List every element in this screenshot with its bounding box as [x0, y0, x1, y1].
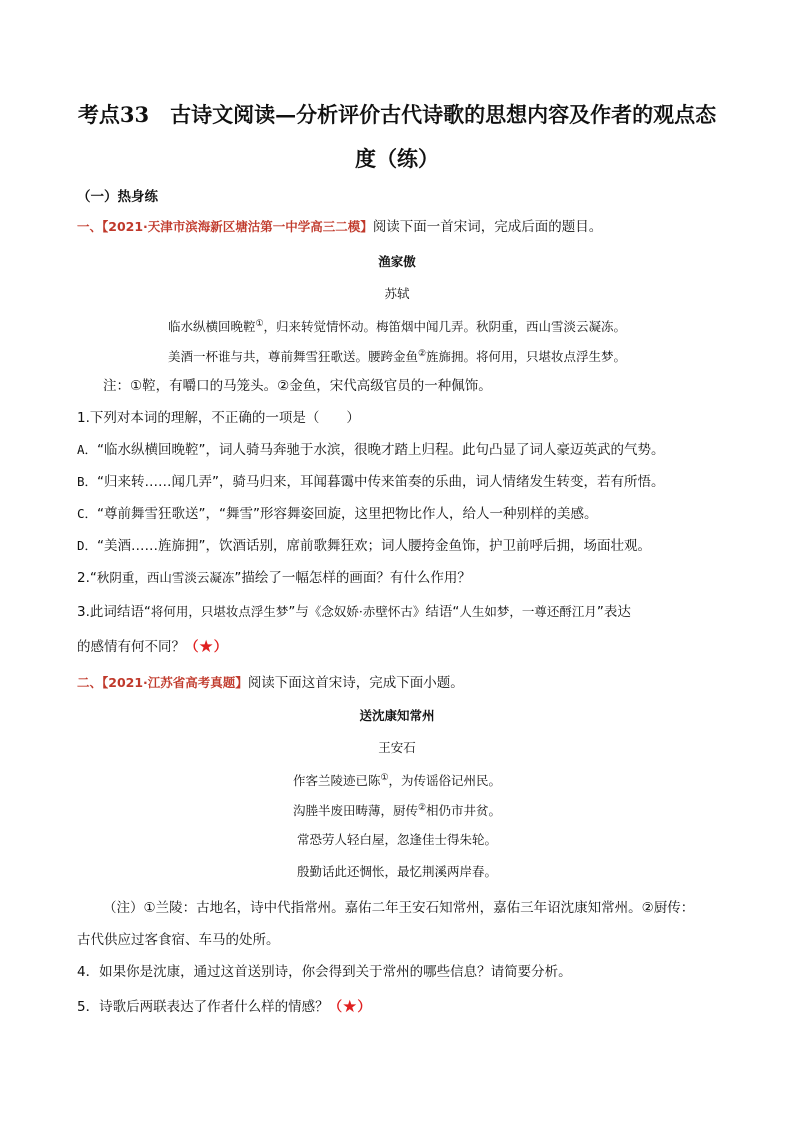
option-a-text: “临水纵横回晚鞚”，词人骑马奔驰于水滨，很晚才踏上归程。此句凸显了词人豪迈英武的气势。 — [97, 442, 665, 458]
q1-sub3-quote-3: 人生如梦，一尊还酹江月 — [459, 604, 597, 619]
q1-header — [77, 218, 727, 236]
q2-instruction: 阅读下面这首宋诗，完成下面小题。 — [247, 675, 464, 691]
q2-poem-line2 — [0, 799, 794, 820]
q1-sub3-quote-1: 将何用，只堪妆点浮生梦 — [150, 604, 289, 619]
q2-poem-title: 送沈康知常州 — [359, 708, 435, 723]
q1-poem-line1-text-b: ，归来转觉情怀动。梅笛烟中闻几弄。秋阴重，西山雪淡云凝冻。 — [263, 319, 627, 335]
q1-sub3-quote-2: 《念奴娇·赤壁怀古》 — [308, 604, 426, 619]
option-d-text: “美酒……旌旆拥”，饮酒话别，席前歌舞狂欢；词人腰挎金鱼饰，护卫前呼后拥，场面壮观。 — [97, 538, 652, 554]
option-a-label: A． — [77, 442, 98, 457]
option-b-text: “归来转……闻几弄”，骑马归来，耳闻暮霭中传来笛奏的乐曲，词人情绪发生转变，若有所悟。 — [97, 474, 665, 490]
q2-note-line2: 古代供应过客食宿、车马的处所。 — [77, 932, 280, 948]
q1-option-c — [77, 505, 727, 523]
section-heading: （一）热身练 — [77, 189, 158, 205]
q1-poem-line1 — [0, 315, 794, 336]
q1-poem-author: 苏轼 — [384, 286, 410, 301]
q2-poem-line1-text-b: ，为传谣俗记州民。 — [388, 773, 502, 789]
q2-header — [77, 674, 727, 692]
q1-sub3-text-a: 3.此词结语“ — [77, 604, 151, 620]
q2-footnote-mark-2: ② — [417, 803, 427, 813]
q1-footnote-mark-2: ② — [417, 349, 427, 359]
q1-sub2-text-b: ”描绘了一幅怎样的画面？有什么作用？ — [234, 570, 471, 586]
q2-note-line1: （注）①兰陵：古地名，诗中代指常州。嘉佑二年王安石知常州，嘉佑三年诏沈康知常州。②厨传： — [103, 900, 695, 916]
q1-instruction: 阅读下面一首宋词，完成后面的题目。 — [372, 219, 603, 235]
q1-option-b — [77, 473, 727, 491]
page-title-line1: 考点33 古诗文阅读—分析评价古代诗歌的思想内容及作者的观点态 — [77, 102, 717, 127]
q1-poem-line2 — [0, 345, 794, 366]
q1-sub3-text-c: 结语“ — [425, 604, 460, 620]
difficulty-star-icon: （★） — [185, 637, 228, 657]
page-title-line2: 度（练） — [355, 146, 439, 171]
q2-sub5-text: 5．诗歌后两联表达了作者什么样的情感？ — [77, 999, 329, 1015]
q1-sub1: 1.下列对本词的理解，不正确的一项是（ ） — [77, 410, 360, 426]
q1-footnote-mark-1: ① — [255, 319, 264, 329]
q1-poem-line2-text-b: 旌旆拥。将何用，只堪妆点浮生梦。 — [426, 349, 627, 365]
q2-source: 【2021·江苏省高考真题】 — [102, 675, 248, 690]
q1-sub2-quote: 秋阴重，西山雪淡云凝冻 — [96, 570, 235, 585]
q1-sub3-line2 — [77, 637, 727, 656]
q1-sub3-text-d: ”表达 — [596, 604, 631, 620]
option-c-label: C． — [77, 506, 98, 521]
q1-option-a — [77, 441, 727, 459]
q2-number: 二、 — [77, 675, 103, 690]
option-b-label: B． — [77, 474, 98, 489]
q2-poem-author: 王安石 — [378, 740, 416, 755]
q1-note: 注：①鞚，有嚼口的马笼头。②金鱼，宋代高级官员的一种佩饰。 — [103, 378, 492, 394]
q1-option-d — [77, 537, 727, 555]
option-c-text: “尊前舞雪狂歌送”，“舞雪”形容舞姿回旋，这里把物比作人，给人一种别样的美感。 — [97, 506, 598, 522]
q2-footnote-mark-1: ① — [380, 773, 389, 783]
q1-number: 一、 — [77, 219, 103, 234]
q2-poem-line1-text-a: 作客兰陵迹已陈 — [292, 773, 381, 789]
q1-sub3 — [77, 603, 727, 621]
q2-poem-line1 — [0, 769, 794, 790]
q2-poem-line2-text-b: 相仍市井贫。 — [426, 803, 502, 819]
q2-poem-line4: 殷勤话此还惆怅，最忆荆溪两岸春。 — [296, 864, 497, 879]
q1-poem-title: 渔家傲 — [378, 254, 416, 269]
q1-poem-line2-text-a: 美酒一杯谁与共，尊前舞雪狂歌送。腰跨金鱼 — [167, 349, 418, 365]
q1-poem-line1-text-a: 临水纵横回晚鞚 — [167, 319, 256, 335]
q1-sub3-text-b: ”与 — [288, 604, 309, 620]
difficulty-star-icon: （★） — [328, 997, 371, 1017]
q1-sub2 — [77, 569, 727, 587]
q1-source: 【2021·天津市滨海新区塘沽第一中学高三二模】 — [102, 219, 373, 234]
q1-sub2-text-a: 2.“ — [77, 570, 97, 586]
q2-poem-line2-text-a: 沟塍半废田畴薄，厨传 — [292, 803, 418, 819]
q2-sub4: 4．如果你是沈康，通过这首送别诗，你会得到关于常州的哪些信息？请简要分析。 — [77, 964, 572, 980]
option-d-label: D． — [77, 538, 98, 553]
q2-poem-line3: 常恐劳人轻白屋，忽逢佳士得朱轮。 — [296, 832, 497, 847]
q1-sub3-line2-text: 的感情有何不同？ — [77, 639, 185, 655]
q2-sub5 — [77, 997, 727, 1016]
